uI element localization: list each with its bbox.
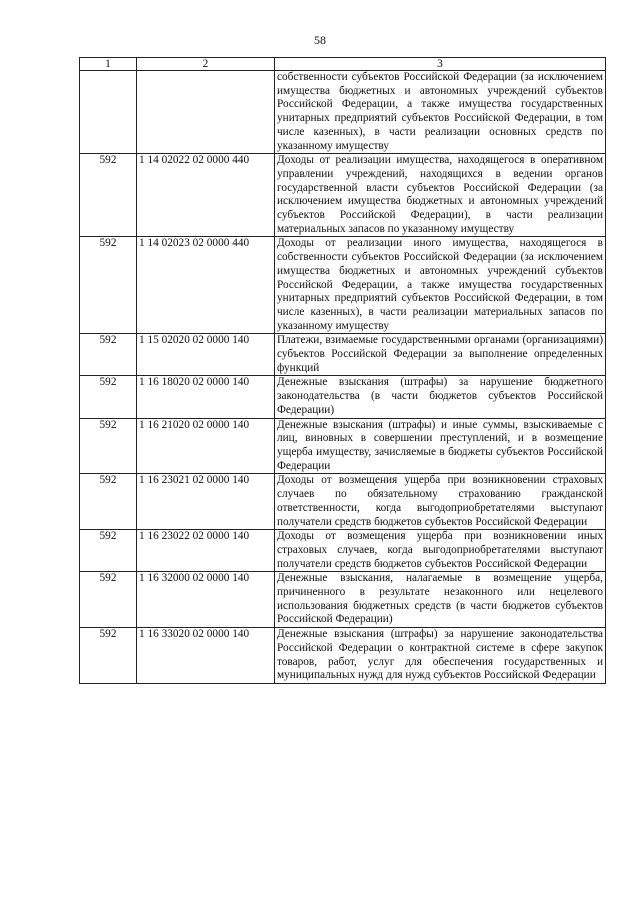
revenue-code-cell: 1 16 32000 02 0000 140: [137, 572, 275, 628]
revenue-code-cell: 1 16 18020 02 0000 140: [137, 376, 275, 418]
table-row: [80, 71, 606, 154]
column-header-3: 3: [275, 58, 606, 71]
table-row: [80, 572, 606, 628]
table-row: [80, 418, 606, 474]
table-row: [80, 530, 606, 572]
revenue-codes-table: [79, 57, 606, 684]
admin-code-cell: [80, 71, 137, 154]
admin-code-cell: 592: [80, 334, 137, 376]
revenue-code-cell: 1 14 02022 02 0000 440: [137, 154, 275, 237]
admin-code-cell: 592: [80, 154, 137, 237]
admin-code-cell: 592: [80, 237, 137, 334]
revenue-code-cell: 1 15 02020 02 0000 140: [137, 334, 275, 376]
revenue-description-cell: Денежные взыскания (штрафы) за нарушение бюджетного законодательства (в части бюджетов субъектов Российской Федерации): [275, 376, 606, 418]
revenue-description-cell: Доходы от реализации иного имущества, находящегося в собственности субъектов Российской Федерации (за исключением имущества бюджетных и автономных учреждений субъектов Российской Федерации, а также имущества государственных унитарных предприятий субъектов Российской Федерации, в том числе казенных), в части реализации материальных запасов по указанному имуществу: [275, 237, 606, 334]
column-header-1: 1: [80, 58, 137, 71]
admin-code-cell: 592: [80, 530, 137, 572]
admin-code-cell: 592: [80, 628, 137, 684]
table-header-row: [80, 58, 606, 71]
revenue-code-cell: [137, 71, 275, 154]
revenue-code-cell: 1 16 33020 02 0000 140: [137, 628, 275, 684]
table-row: [80, 474, 606, 530]
admin-code-cell: 592: [80, 376, 137, 418]
table-row: [80, 237, 606, 334]
table-row: [80, 154, 606, 237]
table-row: [80, 376, 606, 418]
revenue-code-cell: 1 16 23022 02 0000 140: [137, 530, 275, 572]
admin-code-cell: 592: [80, 474, 137, 530]
revenue-description-cell: Платежи, взимаемые государственными органами (организациями) субъектов Российской Федерации за выполнение определенных функций: [275, 334, 606, 376]
revenue-description-cell: собственности субъектов Российской Федерации (за исключением имущества бюджетных и автономных учреждений субъектов Российской Федерации, а также имущества государственных унитарных предприятий субъектов Российской Федерации, в том числе казенных), в части реализации основных средств по указанному имуществу: [275, 71, 606, 154]
revenue-code-cell: 1 14 02023 02 0000 440: [137, 237, 275, 334]
revenue-code-cell: 1 16 21020 02 0000 140: [137, 418, 275, 474]
table-row: [80, 334, 606, 376]
revenue-description-cell: Денежные взыскания, налагаемые в возмещение ущерба, причиненного в результате незаконного или нецелевого использования бюджетных средств (в части бюджетов субъектов Российской Федерации): [275, 572, 606, 628]
revenue-description-cell: Доходы от возмещения ущерба при возникновении иных страховых случаев, когда выгодоприобретателями выступают получатели средств бюджетов субъектов Российской Федерации: [275, 530, 606, 572]
revenue-description-cell: Доходы от возмещения ущерба при возникновении страховых случаев по обязательному страхованию гражданской ответственности, когда выгодоприобретателями выступают получатели средств бюджетов субъектов Российской Федерации: [275, 474, 606, 530]
revenue-description-cell: Доходы от реализации имущества, находящегося в оперативном управлении учреждений, находящихся в ведении органов государственной власти субъектов Российской Федерации (за исключением имущества бюджетных и автономных учреждений субъектов Российской Федерации), в части реализации материальных запасов по указанному имуществу: [275, 154, 606, 237]
revenue-code-cell: 1 16 23021 02 0000 140: [137, 474, 275, 530]
column-header-2: 2: [137, 58, 275, 71]
table-row: [80, 628, 606, 684]
admin-code-cell: 592: [80, 418, 137, 474]
revenue-description-cell: Денежные взыскания (штрафы) и иные суммы, взыскиваемые с лиц, виновных в совершении преступлений, и в возмещение ущерба имуществу, зачисляемые в бюджеты субъектов Российской Федерации: [275, 418, 606, 474]
revenue-description-cell: Денежные взыскания (штрафы) за нарушение законодательства Российской Федерации о контрактной системе в сфере закупок товаров, работ, услуг для обеспечения государственных и муниципальных нужд для нужд субъектов Российской Федерации: [275, 628, 606, 684]
admin-code-cell: 592: [80, 572, 137, 628]
page-number: 58: [314, 33, 326, 47]
